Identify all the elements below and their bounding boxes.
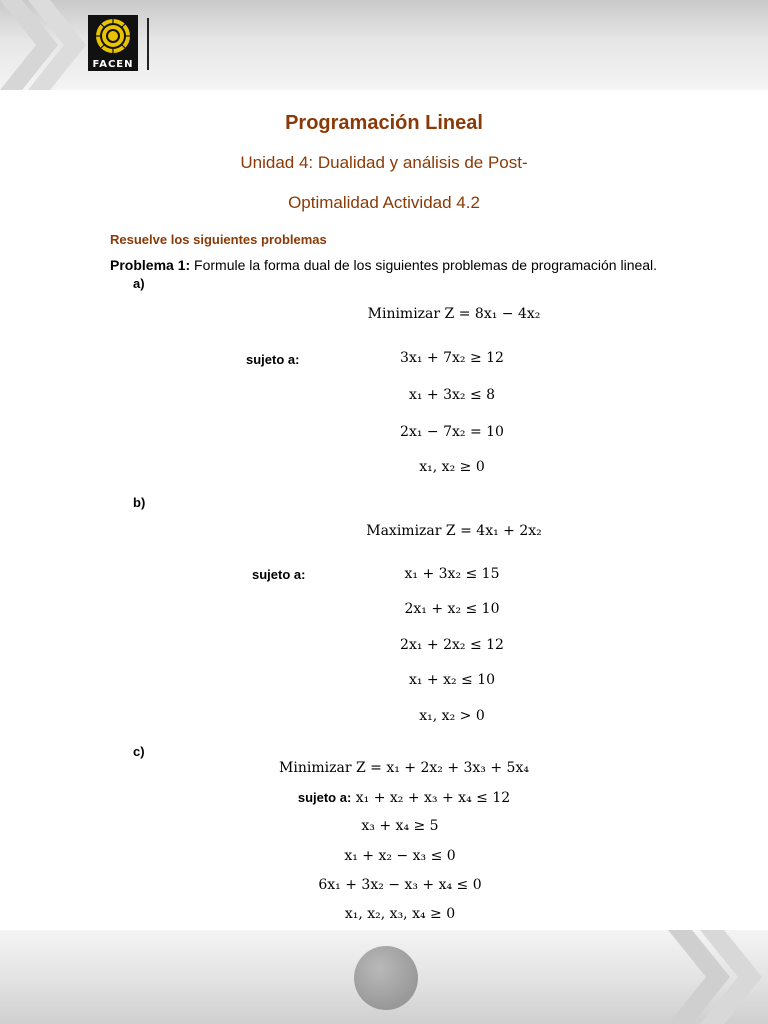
subtitle-line-1: Unidad 4: Dualidad y análisis de Post-	[240, 153, 528, 172]
footer-circle-icon	[354, 946, 418, 1010]
part-c-first-row	[250, 789, 558, 807]
part-b-constraint: x₁ + 3x₂ ≤ 15	[404, 566, 500, 582]
part-b-constraint: x₁, x₂ > 0	[419, 708, 485, 724]
part-c-constraint: x₁ + x₂ + x₃ + x₄ ≤ 12	[351, 790, 511, 806]
problem-1-statement	[110, 257, 657, 273]
part-a-constraint: x₁, x₂ ≥ 0	[419, 459, 485, 475]
part-c-constraint: 6x₁ + 3x₂ − x₃ + x₄ ≤ 0	[318, 877, 482, 893]
part-c-constraint: x₃ + x₄ ≥ 5	[361, 818, 439, 834]
part-b-constraint: 2x₁ + x₂ ≤ 10	[404, 601, 500, 617]
header-chevron-icon	[0, 0, 90, 90]
logo-text: FACEN	[92, 59, 134, 70]
part-c-constraint: x₁ + x₂ − x₃ ≤ 0	[344, 848, 456, 864]
part-a-subject-to: sujeto a:	[246, 352, 300, 367]
part-a-objective: Minimizar Z = 8x₁ − 4x₂	[367, 306, 541, 322]
part-a-constraint: x₁ + 3x₂ ≤ 8	[408, 387, 496, 403]
logo-separator	[147, 18, 149, 70]
part-b-constraint: 2x₁ + 2x₂ ≤ 12	[400, 637, 504, 653]
part-c-label: c)	[133, 744, 145, 759]
part-c-subject-to: sujeto a:	[297, 790, 352, 805]
page-title: Programación Lineal	[285, 112, 483, 134]
subtitle-line-2: Optimalidad Actividad 4.2	[288, 193, 480, 212]
part-b-constraint: x₁ + x₂ ≤ 10	[408, 672, 496, 688]
part-b-subject-to: sujeto a:	[252, 567, 306, 582]
part-b-label: b)	[133, 495, 146, 510]
part-c-constraint: x₁, x₂, x₃, x₄ ≥ 0	[344, 906, 456, 922]
part-a-constraint: 3x₁ + 7x₂ ≥ 12	[400, 350, 504, 366]
problem-1-text: Formule la forma dual de los siguientes problemas de programación lineal.	[190, 257, 658, 273]
part-a-constraint: 2x₁ − 7x₂ = 10	[400, 424, 504, 440]
part-b-objective: Maximizar Z = 4x₁ + 2x₂	[366, 523, 542, 539]
sunflower-icon	[88, 15, 138, 59]
section-heading: Resuelve los siguientes problemas	[110, 232, 327, 247]
facen-logo	[88, 15, 138, 71]
problem-1-label: Problema 1:	[110, 257, 191, 273]
part-c-objective: Minimizar Z = x₁ + 2x₂ + 3x₃ + 5x₄	[279, 760, 529, 776]
footer-chevron-icon	[668, 930, 768, 1024]
part-a-label: a)	[133, 276, 145, 291]
